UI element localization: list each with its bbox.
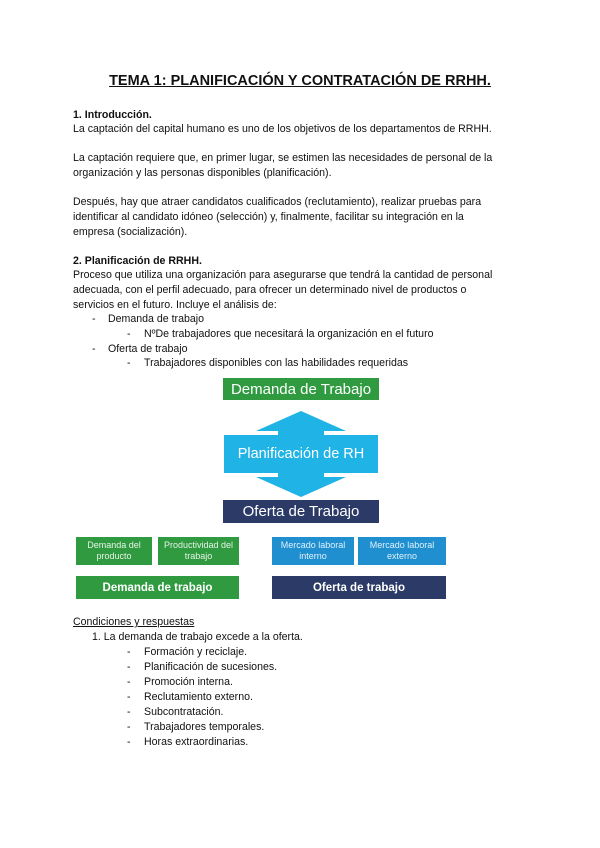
bullet-dash: - (127, 706, 131, 718)
section-1-heading: 1. Introducción. (73, 109, 152, 121)
factor-internal-market: Mercado laboral interno (272, 537, 354, 565)
bullet-dash: - (127, 676, 131, 688)
response-item: Subcontratación. (144, 706, 224, 718)
bullet-dash: - (127, 328, 131, 340)
section-1-paragraph-3-line-1: Después, hay que atraer candidatos cualificados (reclutamiento), realizar pruebas para (73, 196, 482, 208)
bullet-dash: - (92, 313, 96, 325)
diagram-planning-label: Planificación de RH (237, 446, 365, 462)
response-item: Promoción interna. (144, 676, 233, 688)
response-item: Formación y reciclaje. (144, 646, 248, 658)
list-item-demand: Demanda de trabajo (108, 313, 204, 325)
conditions-heading: Condiciones y respuestas (73, 616, 195, 628)
section-2-paragraph-line-2: adecuada, con el perfil adecuado, para ofrecer un determinado nivel de productos o (73, 284, 467, 296)
page-title: TEMA 1: PLANIFICACIÓN Y CONTRATACIÓN DE RRHH. (109, 73, 491, 89)
bullet-dash: - (127, 721, 131, 733)
section-1-paragraph-3-line-2: identificar al candidato idóneo (selección) y, finalmente, facilitar su integración en la (73, 211, 464, 223)
bullet-dash: - (92, 343, 96, 355)
section-2-paragraph-line-1: Proceso que utiliza una organización para asegurarse que tendrá la cantidad de personal (73, 269, 493, 281)
section-1-paragraph-2-line-1: La captación requiere que, en primer lugar, se estimen las necesidades de personal de la (73, 152, 493, 164)
bullet-dash: - (127, 661, 131, 673)
factor-productivity: Productividad del trabajo (158, 537, 239, 565)
section-1-paragraph-3-line-3: empresa (socialización). (73, 226, 188, 238)
factor-product-demand: Demanda del producto (76, 537, 152, 565)
diagram-demand-box: Demanda de Trabajo (223, 378, 379, 400)
section-2-heading: 2. Planificación de RRHH. (73, 255, 202, 267)
section-2-paragraph-line-3: servicios en el futuro. Incluye el análisis de: (73, 299, 277, 311)
list-item-supply: Oferta de trabajo (108, 343, 188, 355)
response-item: Reclutamiento externo. (144, 691, 253, 703)
response-item: Horas extraordinarias. (144, 736, 249, 748)
diagram-supply-box: Oferta de Trabajo (223, 500, 379, 523)
demand-label-bar: Demanda de trabajo (76, 576, 239, 599)
response-item: Planificación de sucesiones. (144, 661, 278, 673)
bullet-dash: - (127, 646, 131, 658)
response-item: Trabajadores temporales. (144, 721, 265, 733)
section-1-paragraph-2-line-2: organización y las personas disponibles (planificación). (73, 167, 332, 179)
factor-external-market: Mercado laboral externo (358, 537, 446, 565)
condition-item-1: 1. La demanda de trabajo excede a la oferta. (92, 631, 303, 643)
list-subitem-demand: NºDe trabajadores que necesitará la organización en el futuro (144, 328, 434, 340)
supply-label-bar: Oferta de trabajo (272, 576, 446, 599)
bullet-dash: - (127, 357, 131, 369)
list-subitem-supply: Trabajadores disponibles con las habilidades requeridas (144, 357, 409, 369)
bullet-dash: - (127, 691, 131, 703)
section-1-paragraph-1: La captación del capital humano es uno de los objetivos de los departamentos de RRHH. (73, 123, 492, 135)
bullet-dash: - (127, 736, 131, 748)
